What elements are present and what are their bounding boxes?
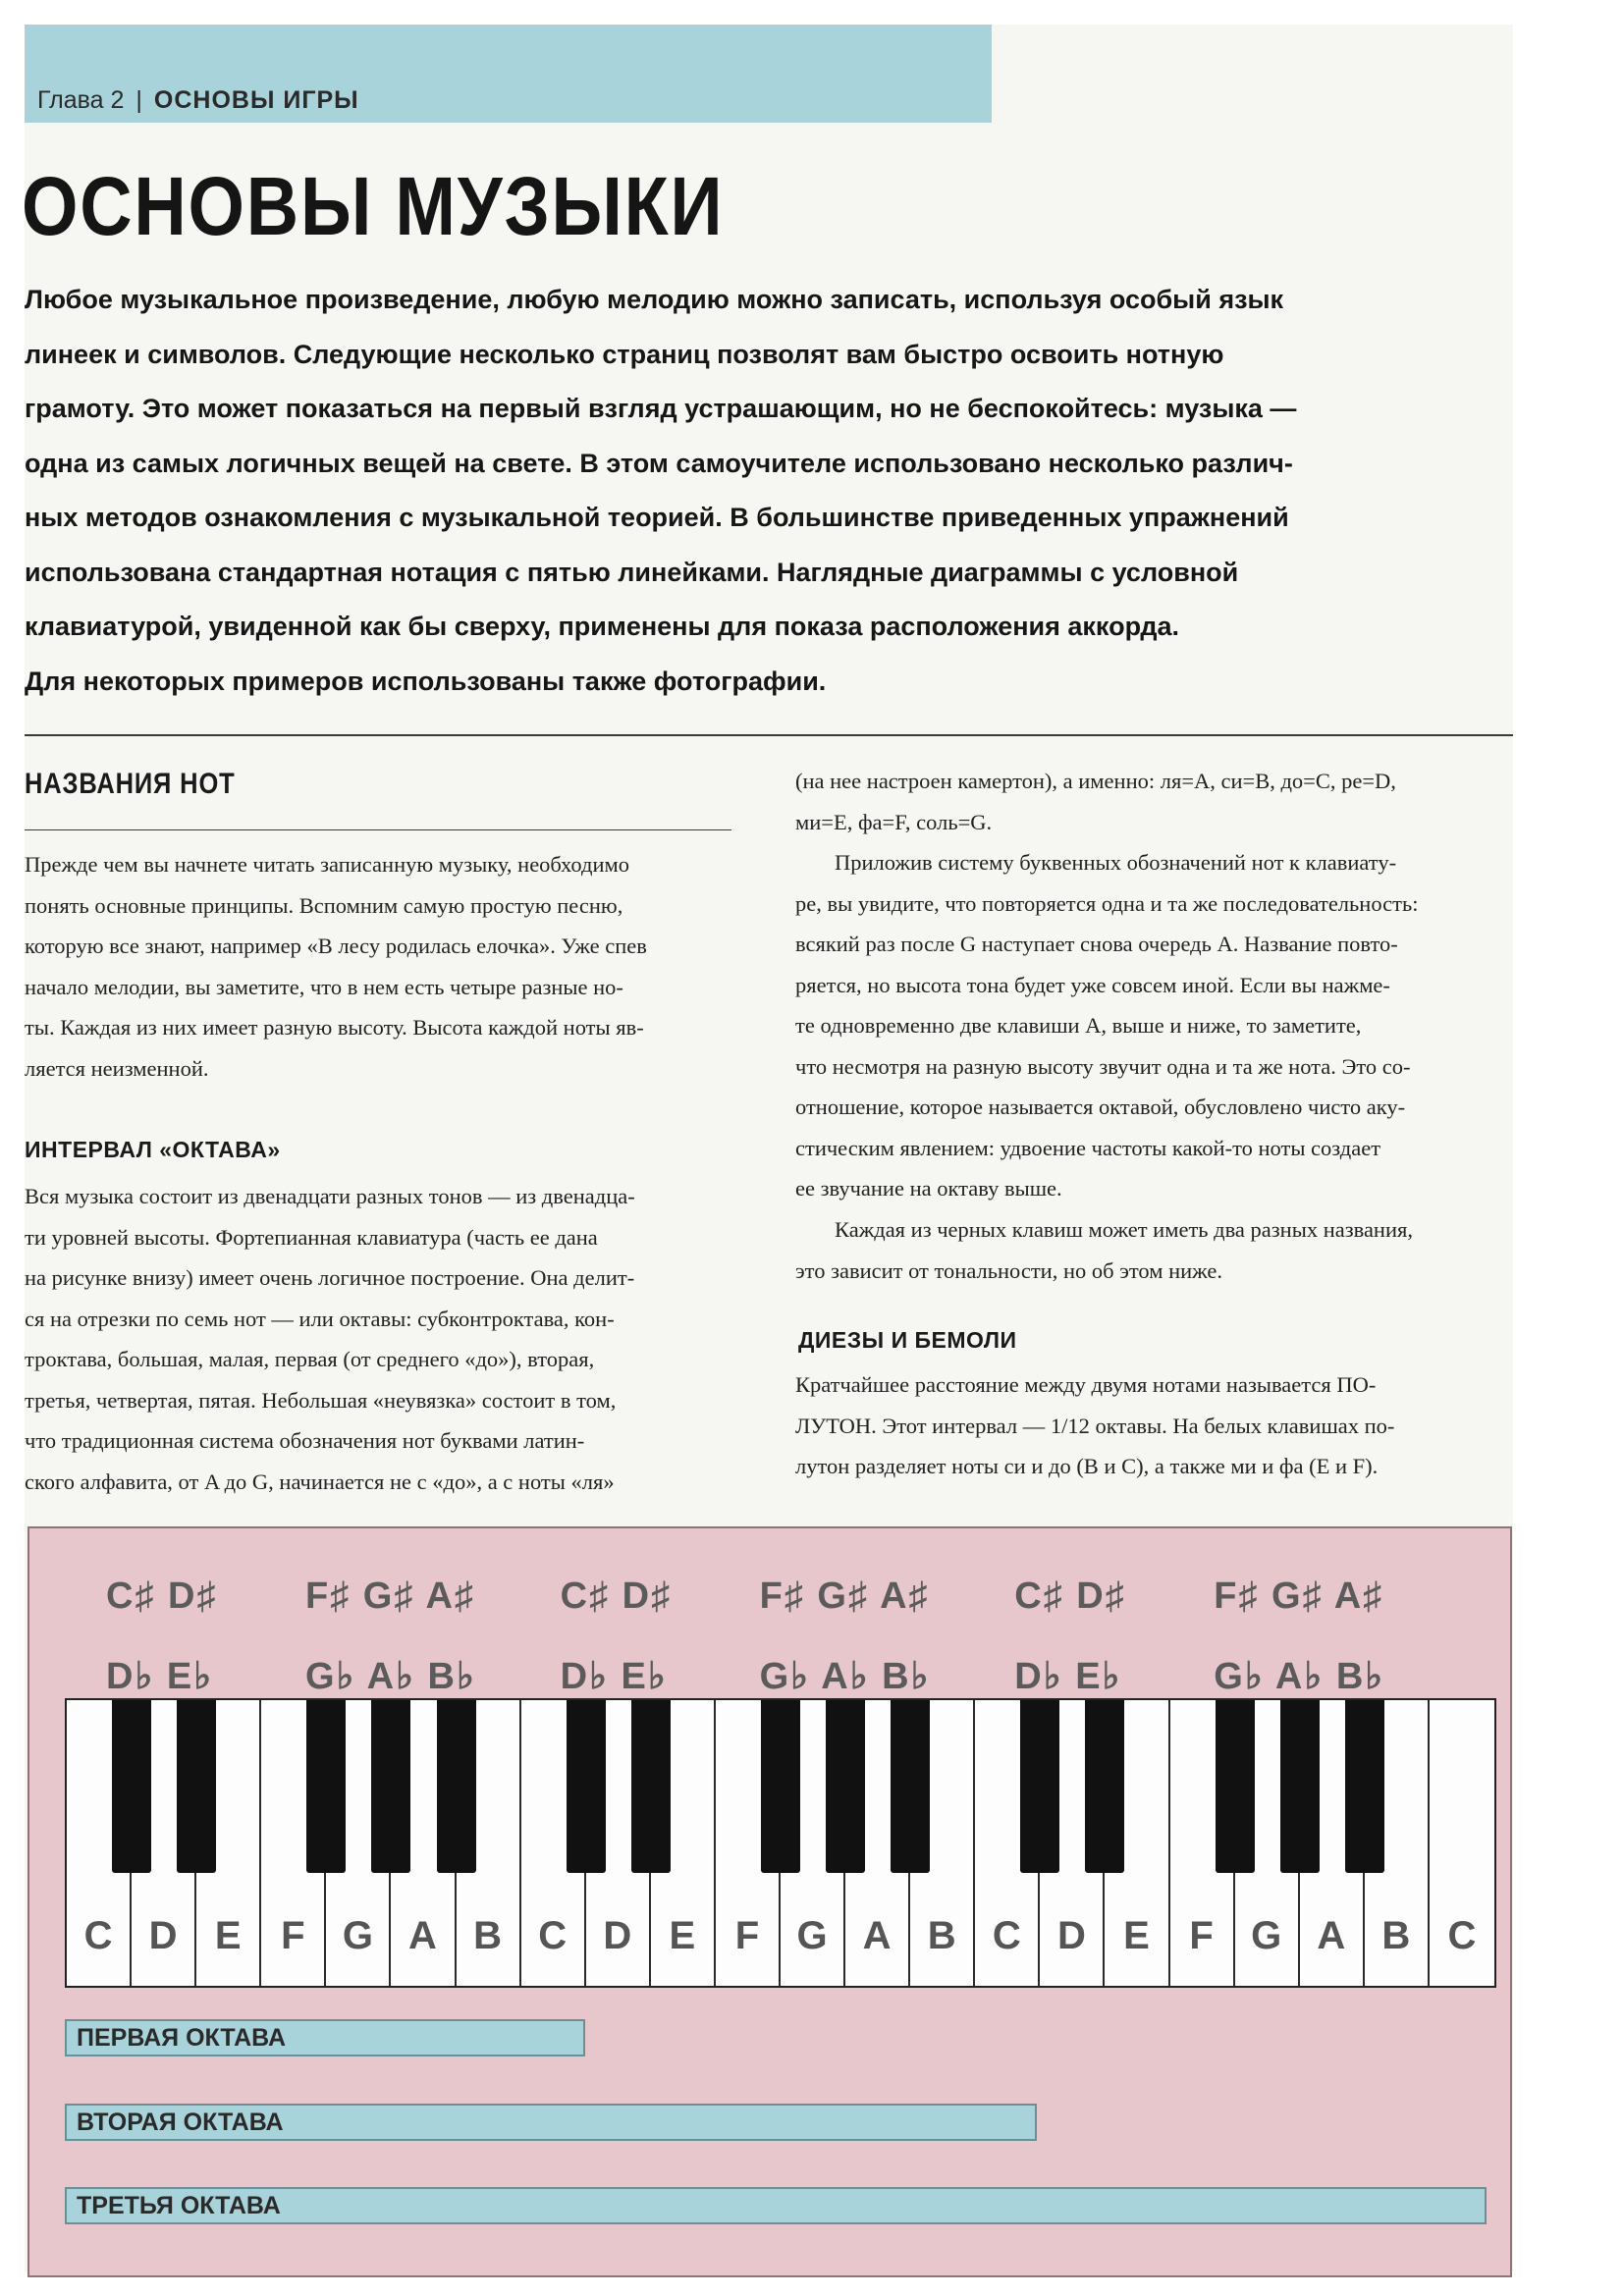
right-p3-line: Каждая из черных клавиш может иметь два разных названия, <box>835 1217 1413 1242</box>
white-key-label: F <box>1189 1914 1214 1957</box>
right-p2-line: что несмотря на разную высоту звучит одна и та же нота. Это со- <box>795 1053 1411 1079</box>
right-p2-line: ре, вы увидите, что повторяется одна и та же последовательность: <box>795 890 1419 916</box>
intro-line: грамоту. Это может показаться на первый взгляд устрашающим, но не беспокойтесь: музыка — <box>25 394 1297 423</box>
black-key <box>437 1700 476 1873</box>
right-p2-line: Приложив систему буквенных обозначений нот к клавиату- <box>835 850 1397 875</box>
white-key-label: D <box>603 1914 632 1957</box>
white-key-label: G <box>796 1914 828 1957</box>
flats-label-gab: G♭ A♭ B♭ <box>305 1656 476 1697</box>
white-key-label: G <box>1251 1914 1282 1957</box>
flats-label-gab: G♭ A♭ B♭ <box>759 1656 931 1697</box>
intro-line: клавиатурой, увиденной как бы сверху, применены для показа расположения аккорда. <box>25 612 1180 641</box>
left-p2-line: третья, четвертая, пятая. Небольшая «неувязка» состоит в том, <box>25 1387 617 1413</box>
black-key <box>306 1700 346 1873</box>
intro-line: линеек и символов. Следующие несколько страниц позволят вам быстро освоить нотную <box>25 339 1224 369</box>
sharps-label-fga: F♯ G♯ A♯ <box>759 1575 930 1617</box>
black-key <box>177 1700 216 1873</box>
sharps-label-fga: F♯ G♯ A♯ <box>305 1575 475 1617</box>
white-key-label: B <box>1381 1914 1411 1957</box>
black-key <box>1216 1700 1255 1873</box>
right-paragraph-1 <box>795 761 1396 842</box>
flats-label-gab: G♭ A♭ B♭ <box>1214 1656 1385 1697</box>
black-key <box>631 1700 671 1873</box>
left-p1-line: начало мелодии, вы заметите, что в нем есть четыре разные но- <box>25 974 623 999</box>
left-p2-line: Вся музыка состоит из двенадцати разных тонов — из двенадца- <box>25 1184 635 1208</box>
black-key <box>1085 1700 1124 1873</box>
left-p2-line: на рисунке внизу) имеет очень логичное построение. Она делит- <box>25 1265 635 1290</box>
left-p2-line: ся на отрезки по семь нот — или октавы: субконтроктава, кон- <box>25 1306 615 1331</box>
left-p1-line: ты. Каждая из них имеет разную высоту. Высота каждой ноты яв- <box>25 1015 644 1040</box>
black-key <box>112 1700 151 1873</box>
white-key-label: C <box>83 1914 113 1957</box>
right-paragraph-3 <box>795 1209 1413 1291</box>
right-paragraph-2 <box>795 842 1418 1209</box>
octave-bar-second: ВТОРАЯ ОКТАВА <box>65 2104 1037 2141</box>
left-paragraph-2 <box>25 1176 635 1502</box>
right-p4-line: лутон разделяет ноты си и до (B и C), а также ми и фа (E и F). <box>795 1454 1379 1478</box>
black-key <box>1020 1700 1059 1873</box>
white-key <box>1430 1700 1494 1986</box>
right-p2-line: ряется, но высота тона будет уже совсем иной. Если вы нажме- <box>795 972 1390 997</box>
section-divider <box>25 734 1513 736</box>
left-p2-line: что традиционная система обозначения нот буквами латин- <box>25 1428 585 1453</box>
intro-line: ных методов ознакомления с музыкальной теорией. В большинстве приведенных упражнений <box>25 503 1289 532</box>
header-separator: | <box>135 86 142 114</box>
white-key-label: A <box>408 1914 437 1957</box>
chapter-label: Глава 2 <box>37 86 125 114</box>
black-key <box>761 1700 800 1873</box>
octave-bar-first: ПЕРВАЯ ОКТАВА <box>65 2019 585 2056</box>
right-p2-line: те одновременно две клавиши A, выше и ниже, то заметите, <box>795 1013 1362 1038</box>
black-key <box>1280 1700 1320 1873</box>
left-p1-line: которую все знают, например «В лесу родилась елочка». Уже спев <box>25 934 647 958</box>
left-p2-line: ти уровней высоты. Фортепианная клавиатура (часть ее дана <box>25 1224 598 1250</box>
black-key <box>1345 1700 1384 1873</box>
white-key-label: D <box>148 1914 178 1957</box>
heading-underline <box>25 829 731 830</box>
white-key-label: F <box>734 1914 760 1957</box>
black-key <box>891 1700 930 1873</box>
subheading-sharps-flats: ДИЕЗЫ И БЕМОЛИ <box>798 1327 1017 1353</box>
intro-line: использована стандартная нотация с пятью линейками. Наглядные диаграммы с условной <box>25 557 1239 587</box>
sharps-label-cd: C♯ D♯ <box>1014 1575 1126 1617</box>
piano-keyboard <box>65 1698 1496 1988</box>
right-p3-line: это зависит от тональности, но об этом ниже. <box>795 1257 1223 1283</box>
intro-paragraph <box>25 273 1492 709</box>
white-key-label: E <box>1123 1914 1150 1957</box>
sharps-label-cd: C♯ D♯ <box>560 1575 673 1617</box>
black-key <box>567 1700 606 1873</box>
white-key-label: C <box>538 1914 568 1957</box>
white-key-label: C <box>1447 1914 1477 1957</box>
black-key <box>826 1700 865 1873</box>
flats-label-de: D♭ E♭ <box>560 1656 668 1697</box>
white-key-label: B <box>927 1914 956 1957</box>
section-label: ОСНОВЫ ИГРЫ <box>153 86 359 114</box>
heading-note-names: НАЗВАНИЯ НОТ <box>25 768 236 800</box>
subheading-octave: ИНТЕРВАЛ «ОКТАВА» <box>25 1137 281 1162</box>
flats-label-de: D♭ E♭ <box>106 1656 214 1697</box>
right-p2-line: ее звучание на октаву выше. <box>795 1176 1062 1201</box>
intro-line: Для некоторых примеров использованы также фотографии. <box>25 666 827 696</box>
right-p1-line: (на нее настроен камертон), а именно: ля=A, си=B, до=C, ре=D, <box>795 769 1396 793</box>
page-title: ОСНОВЫ МУЗЫКИ <box>22 160 725 252</box>
left-p1-line: ляется неизменной. <box>25 1055 209 1081</box>
white-key-label: C <box>992 1914 1021 1957</box>
left-p2-line: троктава, большая, малая, первая (от среднего «до»), вторая, <box>25 1347 595 1371</box>
sharps-label-fga: F♯ G♯ A♯ <box>1214 1575 1384 1617</box>
white-key-label: F <box>281 1914 305 1957</box>
white-key-label: E <box>669 1914 696 1957</box>
right-p2-line: отношение, которое называется октавой, обусловлено чисто аку- <box>795 1095 1406 1119</box>
white-key-label: A <box>1317 1914 1346 1957</box>
left-paragraph-1 <box>25 844 647 1089</box>
intro-line: одна из самых логичных вещей на свете. В этом самоучителе использовано несколько различ- <box>25 448 1293 478</box>
white-key-label: G <box>342 1914 373 1957</box>
right-p4-line: ЛУТОН. Этот интервал — 1/12 октавы. На белых клавишах по- <box>795 1413 1395 1438</box>
white-key-label: E <box>214 1914 242 1957</box>
black-key <box>371 1700 410 1873</box>
right-p2-line: стическим явлением: удвоение частоты какой-то ноты создает <box>795 1135 1381 1160</box>
sharps-label-cd: C♯ D♯ <box>106 1575 218 1617</box>
right-p4-line: Кратчайшее расстояние между двумя нотами называется ПО- <box>795 1372 1377 1397</box>
white-key-label: B <box>473 1914 503 1957</box>
running-header <box>37 86 359 115</box>
white-key-label: A <box>862 1914 892 1957</box>
white-key-label: D <box>1056 1914 1086 1957</box>
octave-bar-third: ТРЕТЬЯ ОКТАВА <box>65 2187 1487 2224</box>
left-p1-line: Прежде чем вы начнете читать записанную музыку, необходимо <box>25 852 629 877</box>
left-p1-line: понять основные принципы. Вспомним самую простую песню, <box>25 892 623 918</box>
flats-label-de: D♭ E♭ <box>1014 1656 1122 1697</box>
right-p1-line: ми=E, фа=F, соль=G. <box>795 809 993 834</box>
right-paragraph-4 <box>795 1364 1394 1487</box>
right-p2-line: всякий раз после G наступает снова очередь A. Название повто- <box>795 932 1398 956</box>
intro-line: Любое музыкальное произведение, любую мелодию можно записать, используя особый язык <box>25 285 1284 314</box>
left-p2-line: ского алфавита, от A до G, начинается не с «до», а с ноты «ля» <box>25 1468 615 1494</box>
